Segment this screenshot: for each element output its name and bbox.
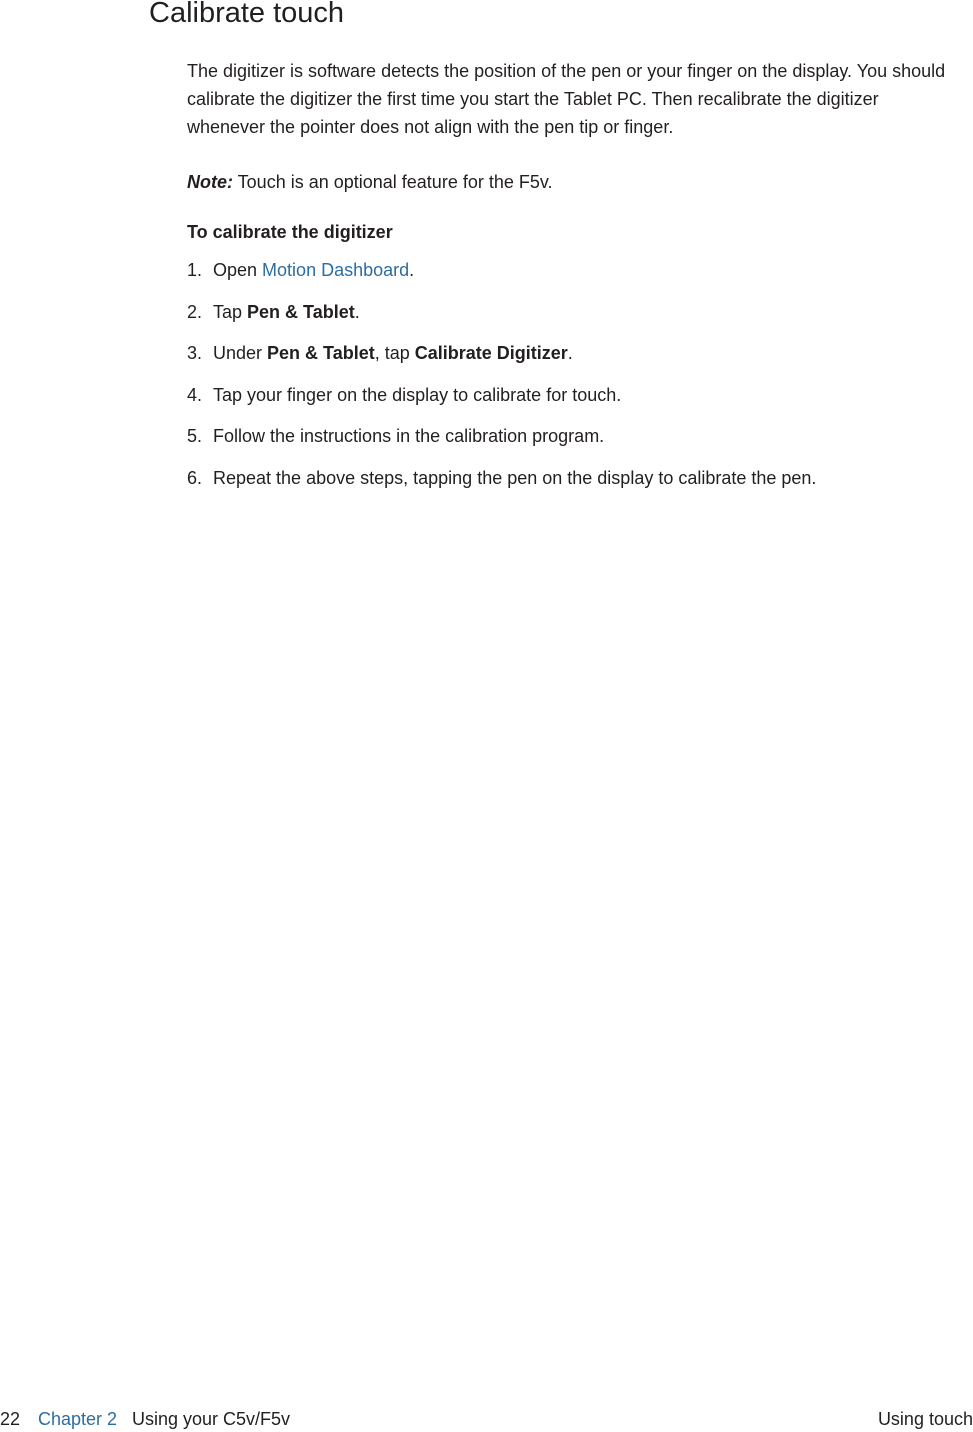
step-text: . xyxy=(354,301,360,322)
step-number: 1. xyxy=(187,260,203,280)
step-item xyxy=(187,298,957,340)
step-text: Repeat the above steps, tapping the pen on the display to calibrate the pen. xyxy=(213,467,817,488)
step-text: Tap xyxy=(213,301,248,322)
step-text: . xyxy=(409,260,415,280)
step-number: 4. xyxy=(187,384,203,405)
step-text: , tap xyxy=(374,343,415,363)
step-text: Follow the instructions in the calibration program. xyxy=(213,426,605,446)
step-text: Tap your finger on the display to calibrate for touch. xyxy=(213,384,622,405)
step-text: Open xyxy=(213,260,263,280)
step-text: Under xyxy=(213,343,268,363)
steps-list xyxy=(187,256,957,505)
step-number: 2. xyxy=(187,301,203,322)
procedure-heading: To calibrate the digitizer xyxy=(187,222,393,242)
note-text: Touch is an optional feature for the F5v. xyxy=(233,172,553,192)
chapter-link[interactable]: Chapter 2 xyxy=(38,1409,118,1429)
ui-term: Calibrate Digitizer xyxy=(414,343,568,363)
step-item xyxy=(187,256,957,298)
step-item xyxy=(187,381,957,423)
step-number: 3. xyxy=(187,343,203,363)
step-number: 6. xyxy=(187,467,203,488)
step-number: 5. xyxy=(187,426,203,446)
chapter-title: Using your C5v/F5v xyxy=(132,1409,291,1429)
page-footer xyxy=(0,1406,973,1432)
running-head: Using touch xyxy=(877,1409,973,1429)
step-item xyxy=(187,464,957,506)
intro-paragraph: The digitizer is software detects the position of the pen or your finger on the display. You should calibrate the digitizer the first time you start the Tablet PC. Then recalibrate the digitizer whenever the pointer does not align with the pen tip or finger. xyxy=(187,61,946,137)
ui-term: Pen & Tablet xyxy=(267,343,375,363)
motion-dashboard-link[interactable]: Motion Dashboard xyxy=(262,260,410,280)
page-number: 22 xyxy=(0,1409,21,1429)
ui-term: Pen & Tablet xyxy=(247,301,355,322)
note xyxy=(187,168,553,196)
note-label: Note: xyxy=(187,172,233,192)
step-text: . xyxy=(567,343,573,363)
step-item xyxy=(187,339,957,381)
page-title: Calibrate touch xyxy=(149,0,345,29)
step-item xyxy=(187,422,957,464)
